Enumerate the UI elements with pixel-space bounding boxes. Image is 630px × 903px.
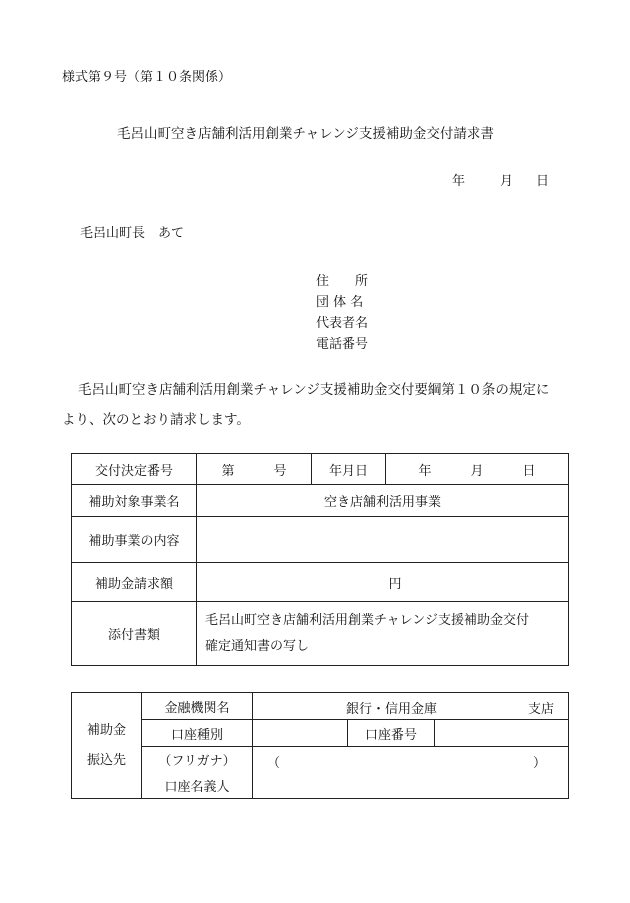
addressee: 毛呂山町長 あて <box>80 226 185 241</box>
representative-label: 代表者名 <box>316 316 369 331</box>
address-label: 住 所 <box>316 274 369 289</box>
bank-name-field[interactable] <box>253 693 569 720</box>
transfer-group-label <box>72 693 142 799</box>
project-content-label: 補助事業の内容 <box>72 517 197 563</box>
attachment-label: 添付書類 <box>72 602 197 666</box>
body-line-2: より、次のとおり請求します。 <box>62 412 250 428</box>
account-number-field[interactable] <box>435 720 569 747</box>
account-number-label: 口座番号 <box>348 720 435 747</box>
project-name-label: 補助対象事業名 <box>72 485 197 517</box>
attachment-line-2: 確定通知書の写し <box>205 638 310 654</box>
amount-label: 補助金請求額 <box>72 563 197 602</box>
decision-date-label: 年月日 <box>312 454 386 485</box>
account-holder-field[interactable] <box>253 747 569 799</box>
body-text <box>62 375 572 435</box>
date-line <box>452 170 549 189</box>
transfer-group-label-line-1: 補助金 <box>86 722 126 738</box>
account-type-field[interactable] <box>253 720 348 747</box>
amount-field[interactable] <box>197 563 569 602</box>
decision-date-field[interactable]: 年 月 日 <box>386 454 569 485</box>
page-title: 毛呂山町空き店舗利活用創業チャレンジ支援補助金交付請求書 <box>117 126 494 142</box>
transfer-group-label-line-2: 振込先 <box>86 752 126 768</box>
branch-suffix: 支店 <box>528 702 555 717</box>
furigana-label: （フリガナ） <box>142 747 253 773</box>
decision-number-field[interactable]: 第 号 <box>197 454 312 485</box>
phone-label: 電話番号 <box>316 337 369 352</box>
bank-name-label: 金融機関名 <box>142 693 253 720</box>
organization-label: 団 体 名 <box>316 295 364 310</box>
claim-table <box>71 453 569 666</box>
project-content-field[interactable] <box>197 517 569 563</box>
body-line-1: 毛呂山町空き店舗利活用創業チャレンジ支援補助金交付要綱第１０条の規定に <box>78 382 550 398</box>
attachment-line-1: 毛呂山町空き店舗利活用創業チャレンジ支援補助金交付 <box>205 612 529 628</box>
furigana-open-paren: （ <box>267 756 281 771</box>
project-name-field[interactable]: 空き店舗利活用事業 <box>197 485 569 517</box>
bank-type-text: 銀行・信用金庫 <box>346 702 438 717</box>
applicant-block <box>316 271 368 355</box>
attachment-field <box>197 602 569 666</box>
amount-unit: 円 <box>388 576 402 592</box>
form-number: 様式第９号（第１０条関係） <box>62 70 232 85</box>
furigana-close-paren: ） <box>533 756 547 771</box>
account-holder-label: 口座名義人 <box>142 773 253 799</box>
date-month: 月 <box>500 174 514 189</box>
decision-number-label: 交付決定番号 <box>72 454 197 485</box>
bank-transfer-table <box>71 692 569 799</box>
date-year: 年 <box>452 174 466 189</box>
date-day: 日 <box>536 174 550 189</box>
account-type-label: 口座種別 <box>142 720 253 747</box>
